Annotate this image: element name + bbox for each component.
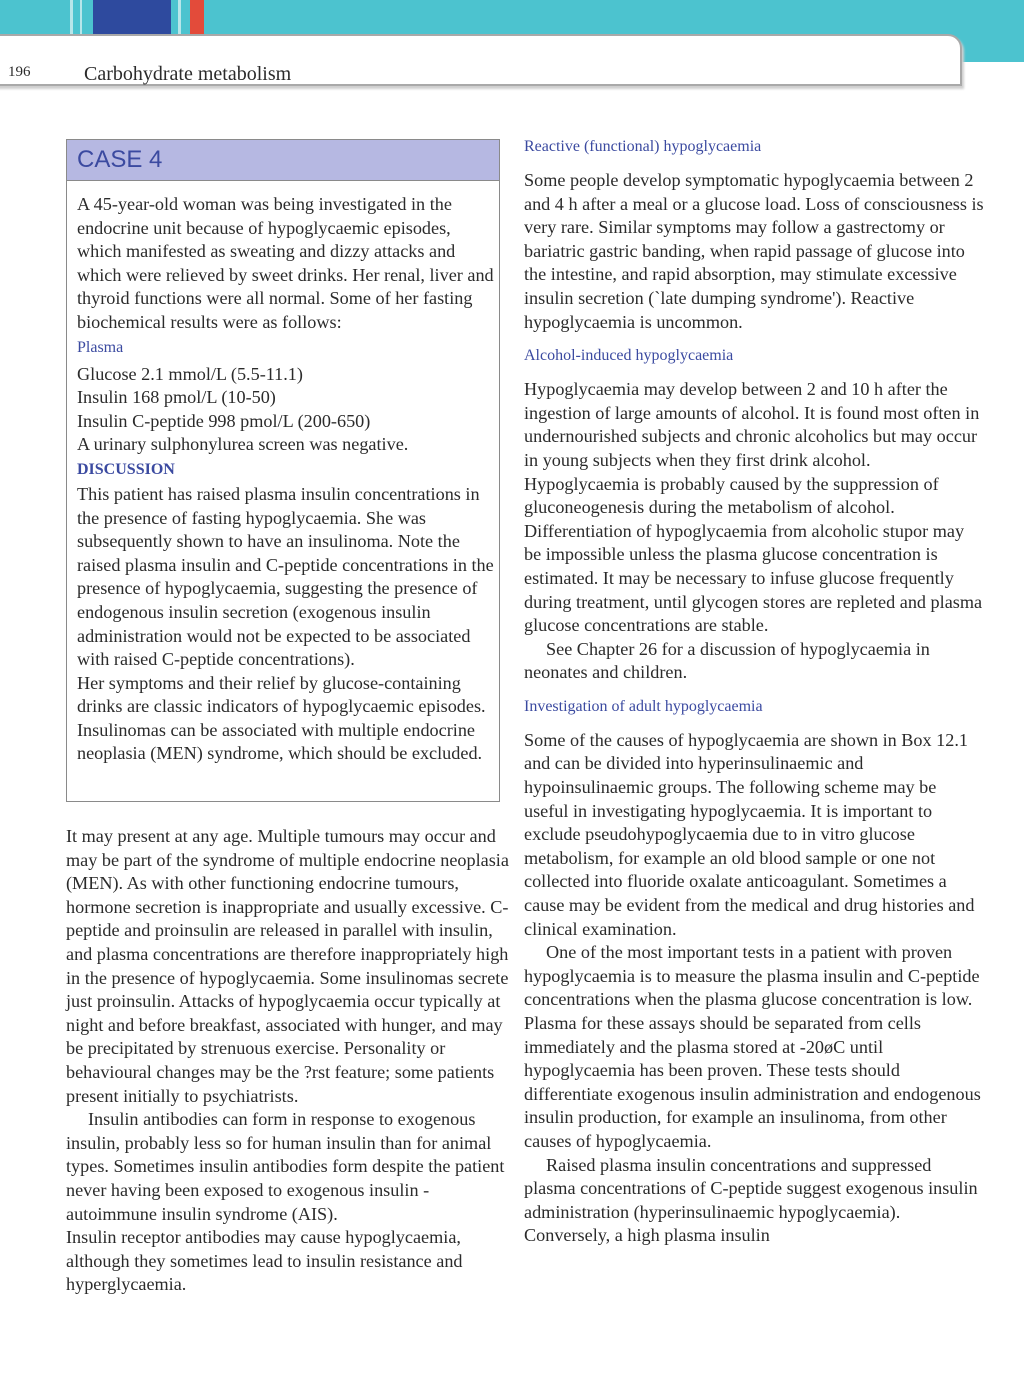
body-paragraph: Insulin receptor antibodies may cause hypoglycaemia, although they sometimes lead to insulin resistance and hyperglycaemia.: [66, 1227, 463, 1295]
body-paragraph: Hypoglycaemia may develop between 2 and 10 h after the ingestion of large amounts of alcohol. It is found most often in undernourished subjects and chronic alcoholics but may occur in young subjects when they first drink alcohol. Hypoglycaemia is probably caused by the suppression of gluconeogenesis during the metabolism of alcohol. Differentiation of hypoglycaemia from alcoholic stupor may be impossible unless the plasma glucose concentration is estimated. It may be necessary to infuse glucose frequently during treatment, until glycogen stores are repleted and plasma glucose concentrations are stable.: [524, 379, 983, 636]
body-paragraph: Some of the causes of hypoglycaemia are shown in Box 12.1 and can be divided into hyperinsulinaemic and hypoinsulinaemic groups. The following scheme may be useful in investigating hypoglycaemia. It is important to exclude pseudohypoglycaemia due to in vitro glucose metabolism, for example an old blood sample or one not collected into fluoride oxalate anticoagulant. Sometimes a cause may be evident from the medical and drug histories and clinical examination.: [524, 729, 975, 939]
body-paragraph: Raised plasma insulin concentrations and suppressed plasma concentrations of C-peptide suggest exogenous insulin administration (hyperinsulinaemic hypoglycaemia). Conversely, a high plasma insulin: [524, 1154, 978, 1246]
case-intro: A 45-year-old woman was being investigated in the endocrine unit because of hypoglycaemic episodes, which manifested as sweating and dizzy attacks and which were relieved by sweet drinks. Her renal, liver and thyroid functions were all normal. Some of her fasting biochemical results were as follows:: [77, 194, 494, 332]
header-decor-line: [178, 0, 181, 34]
plasma-label: Plasma: [77, 338, 124, 356]
header-decor-blue-block: [93, 0, 171, 34]
result-line: Insulin 168 pmol/L (10-50): [77, 387, 276, 408]
header-decor-red-block: [190, 0, 204, 34]
header-decor-line: [70, 0, 73, 34]
running-title: Carbohydrate metabolism: [84, 63, 292, 85]
body-paragraph: Some people develop symptomatic hypoglycaemia between 2 and 4 h after a meal or a glucose load. Loss of consciousness is very rare. Similar symptoms may follow a gastrectomy or bariatric gastric banding, when rapid passage of glucose into the intestine, and rapid absorption, may stimulate excessive insulin secretion (`late dumping syndrome'). Reactive hypoglycaemia is uncommon.: [524, 170, 984, 332]
left-column: [66, 825, 518, 1297]
header-decor-line: [80, 0, 82, 34]
discussion-paragraph: Her symptoms and their relief by glucose-containing drinks are classic indicators of hypoglycaemic episodes. Insulinomas can be associated with multiple endocrine neoplasia (MEN) syndrome, which should be excluded.: [77, 672, 486, 764]
case-body: [67, 181, 499, 766]
result-line: Insulin C-peptide 998 pmol/L (200-650): [77, 410, 371, 431]
body-paragraph: It may present at any age. Multiple tumours may occur and may be part of the syndrome of multiple endocrine neoplasia (MEN). As with other functioning endocrine tumours, hormone secretion is inappropriate and usually excessive. C-peptide and proinsulin are released in parallel with insulin, and plasma concentrations are therefore inappropriately high in the presence of hypoglycaemia. Some insulinomas secrete just proinsulin. Attacks of hypoglycaemia occur typically at night and before breakfast, associated with hunger, and may be precipitated by strenuous exercise. Personality or behavioural changes may be the ?rst feature; some patients present initially to psychiatrists.: [66, 826, 509, 1106]
case-title: CASE 4: [67, 140, 499, 181]
result-line: Glucose 2.1 mmol/L (5.5-11.1): [77, 363, 303, 384]
section-heading: Investigation of adult hypoglycaemia: [524, 697, 763, 715]
page-number: 196: [8, 64, 31, 80]
body-paragraph: See Chapter 26 for a discussion of hypoglycaemia in neonates and children.: [524, 638, 930, 683]
result-line: A urinary sulphonylurea screen was negative.: [77, 434, 409, 455]
discussion-paragraph: This patient has raised plasma insulin concentrations in the presence of fasting hypoglycaemia. She was subsequently shown to have an insulinoma. Note the raised plasma insulin and C-peptide concentrations in the presence of hypoglycaemia, suggesting the presence of endogenous insulin secretion (exogenous insulin administration would not be expected to be associated with raised C-peptide concentrations).: [77, 483, 494, 670]
section-heading: Alcohol-induced hypoglycaemia: [524, 347, 734, 365]
right-column: [524, 137, 984, 1248]
section-heading: Reactive (functional) hypoglycaemia: [524, 138, 762, 155]
discussion-label: DISCUSSION: [77, 460, 175, 478]
body-paragraph: Insulin antibodies can form in response to exogenous insulin, probably less so for human insulin than for animal types. Sometimes insulin antibodies form despite the patient never having been exposed to exogenous insulin - autoimmune insulin syndrome (AIS).: [66, 1109, 505, 1224]
case-box: [66, 139, 500, 802]
body-paragraph: One of the most important tests in a patient with proven hypoglycaemia is to measure the plasma insulin and C-peptide concentrations when the plasma glucose concentration is low. Plasma for these assays should be separated from cells immediately and the plasma stored at -20øC until hypoglycaemia has been proven. These tests should differentiate exogenous insulin administration and endogenous insulin production, for example an insulinoma, from other causes of hypoglycaemia.: [524, 942, 981, 1151]
